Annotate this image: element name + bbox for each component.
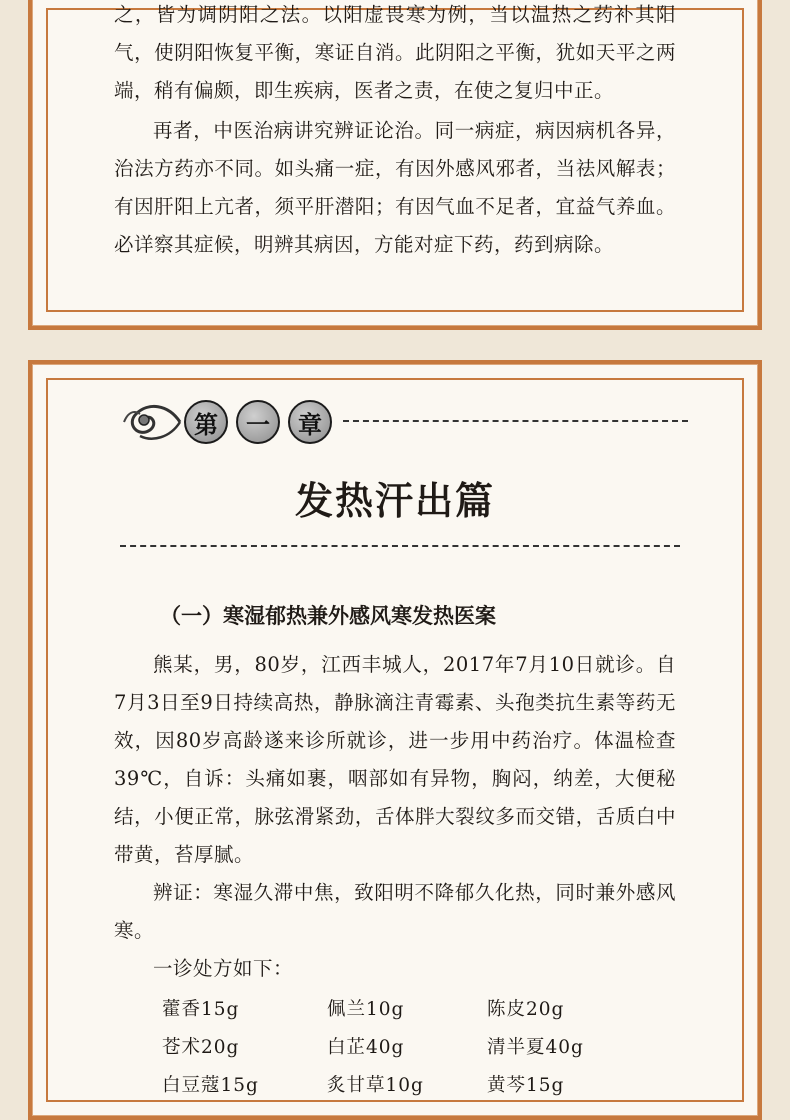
chapter-char-yi: 一 (236, 400, 280, 444)
herb-item: 陈皮20g (487, 999, 565, 1020)
herb-item: 佩兰10g (327, 999, 405, 1020)
prescription-list (162, 996, 642, 1100)
chapter-banner (118, 392, 688, 452)
herb-item: 白芷40g (327, 1037, 405, 1058)
paragraph: 之，皆为调阴阳之法。以阳虚畏寒为例，当以温热之药补其阳气，使阴阳恢复平衡，寒证自消。此阴阳之平衡，犹如天平之两端，稍有偏颇，即生疾病，医者之责，在使之复归中正。 (114, 3, 676, 102)
paragraph: 辨证：寒湿久滞中焦，致阳明不降郁久化热，同时兼外感风寒。 (114, 881, 676, 942)
title-dashed-rule (120, 545, 680, 547)
chapter-char-zhang: 章 (288, 400, 332, 444)
paragraph: 熊某，男，80岁，江西丰城人，2017年7月10日就诊。自7月3日至9日持续高热，静脉滴注青霉素、头孢类抗生素等药无效，因80岁高龄遂来诊所就诊，进一步用中药治疗。体温检查39℃，自诉：头痛如裹，咽部如有异物，胸闷，纳差，大便秘结，小便正常，脉弦滑紧劲，舌体胖大裂纹多而交错，舌质白中带黄，苔厚腻。 (114, 653, 676, 866)
herb-item: 苍术20g (162, 1037, 240, 1058)
herb-item: 炙甘草10g (327, 1075, 424, 1096)
case-text-block (114, 646, 676, 988)
upper-text-block (114, 0, 676, 264)
chapter-dashed-rule (343, 420, 688, 422)
herb-item: 藿香15g (162, 999, 240, 1020)
chapter-title: 发热汗出篇 (294, 478, 495, 523)
section-heading: （一）寒湿郁热兼外感风寒发热医案 (160, 604, 496, 628)
chapter-char-di: 第 (184, 400, 228, 444)
paragraph: 再者，中医治病讲究辨证论治。同一病症，病因病机各异，治法方药亦不同。如头痛一症，有因外感风邪者，当祛风解表；有因肝阳上亢者，须平肝潜阳；有因气血不足者，宜益气养血。必详察其症候，明辨其病因，方能对症下药，药到病除。 (114, 119, 676, 256)
herb-item: 白豆蔻15g (162, 1075, 259, 1096)
herb-item: 黄芩15g (487, 1075, 565, 1096)
herb-item: 清半夏40g (487, 1037, 584, 1058)
scroll-ornament-icon (118, 392, 188, 452)
paragraph: 一诊处方如下： (153, 957, 294, 980)
